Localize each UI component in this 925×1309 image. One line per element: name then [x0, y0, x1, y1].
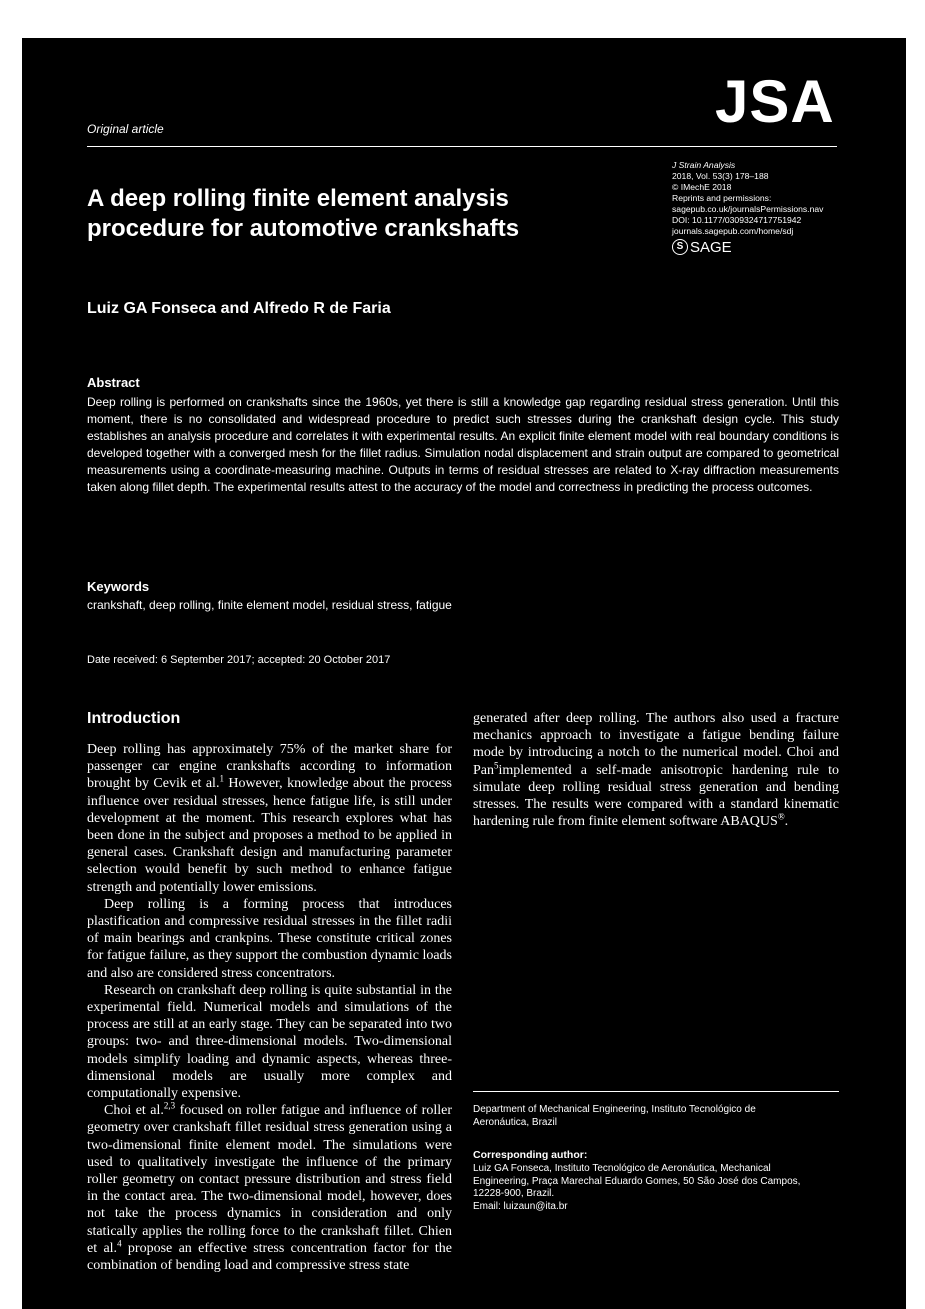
sage-icon: S: [672, 239, 688, 255]
paragraph: [87, 1102, 452, 1274]
title-line: A deep rolling finite element analysis: [87, 185, 509, 212]
corresponding-author-details: [473, 1163, 839, 1213]
text-run: Choi et al.: [104, 1103, 164, 1119]
abstract-text: Deep rolling is performed on crankshafts since the 1960s, yet there is still a knowledge gap regarding residual stress generation. Until this moment, there is no consolidated and widespread procedure to predict such stresses during the crankshaft design cycle. This study establishes an analysis procedure and correlates it with experimental results. An explicit finite element model with real boundary conditions is developed together with a converged mesh for the fillet radius. Simulation nodal displacement and strain output are compared to geometrical measurements using a coordinate-measuring machine. Outputs in terms of residual stresses are related to X-ray diffraction measurements taken along fillet depth. The experimental results attest to the accuracy of the model and correctness in predicting the process outcomes.: [87, 395, 839, 494]
corresponding-line: Engineering, Praça Marechal Eduardo Gomes, 50 São José dos Campos,: [473, 1175, 801, 1187]
reprints-link[interactable]: sagepub.co.uk/journalsPermissions.nav: [672, 204, 824, 214]
publisher-logo: [672, 239, 823, 255]
volume-info: 2018, Vol. 53(3) 178–188: [672, 171, 769, 181]
text-run: generated after deep rolling. The authors also used a fracture mechanics approach to investigate a fatigue bending failure mode by introducing a notch to the numerical model. Choi and Pan: [473, 711, 839, 778]
citation-ref[interactable]: 1: [219, 773, 224, 784]
body-column-left: [87, 741, 452, 1274]
paragraph-continued: [473, 710, 839, 830]
journal-name: J Strain Analysis: [672, 160, 736, 170]
citation-ref[interactable]: 4: [117, 1238, 122, 1249]
body-column-right: [473, 710, 839, 830]
text-run: propose an effective stress concentration factor for the combination of bending load and compressive stress state: [87, 1240, 452, 1274]
corresponding-author-heading: Corresponding author:: [473, 1149, 588, 1161]
affiliation-line: Aeronáutica, Brazil: [473, 1116, 557, 1128]
text-run: .: [784, 814, 789, 830]
authors: Luiz GA Fonseca and Alfredo R de Faria: [87, 300, 391, 317]
corresponding-line: 12228-900, Brazil.: [473, 1188, 555, 1199]
paragraph: Research on crankshaft deep rolling is quite substantial in the experimental field. Numerical models and simulations of the process are still at an early stage. They can be separated into two groups: two- and three-dimensional models. Two-dimensional models simplify loading and dynamic aspects, whereas three-dimensional models are usually more complex and computationally expensive.: [87, 982, 452, 1102]
affiliation: [473, 1104, 839, 1129]
paragraph: Deep rolling is a forming process that introduces plastification and compressive residual stresses in the fillet radii of main bearings and crankpins. These constitute critical zones for fatigue failure, as they support the combustion dynamic loads and also are considered stress concentrators.: [87, 896, 452, 981]
citation-ref[interactable]: 2,3: [163, 1100, 176, 1111]
date-received: Date received: 6 September 2017; accepted: 20 October 2017: [87, 654, 391, 666]
article-page: [22, 38, 906, 1309]
article-title: [87, 184, 607, 244]
citation-ref[interactable]: 5: [494, 759, 499, 770]
affiliation-line: Department of Mechanical Engineering, Instituto Tecnológico de: [473, 1104, 756, 1115]
article-type-label: Original article: [87, 122, 164, 136]
paragraph: [87, 741, 452, 896]
journal-link[interactable]: journals.sagepub.com/home/sdj: [672, 226, 794, 236]
publication-info: [672, 160, 823, 255]
text-run: Deep rolling has approximately 75% of the market share for passenger car engine crankshafts according to information brought by Cevik et al.: [87, 742, 452, 792]
corresponding-email[interactable]: Email: luizaun@ita.br: [473, 1200, 568, 1212]
text-run: However, knowledge about the process influence over residual stresses, hence fatigue life, is still under development at the moment. This research explores what has been done in the subject and proposes a method to be applied in general cases. Crankshaft design and manufacturing parameter selection would benefit by such method to enhance fatigue strength and potentially lower emissions.: [87, 776, 453, 895]
introduction-heading: Introduction: [87, 710, 181, 727]
text-run: focused on roller fatigue and influence of roller geometry over crankshaft fillet residual stress generation using a two-dimensional finite element model. The simulations were used to qualitatively investigate the influence of the primary roller geometry on contact pressure distribution and stress field in the contact area. The two-dimensional model, however, does not take the process dynamics in consideration and only statically applies the rolling force to the crankshaft fillet. Chien et al.: [87, 1103, 452, 1256]
publisher-name: SAGE: [690, 238, 732, 256]
title-line: procedure for automotive crankshafts: [87, 215, 520, 242]
reprints-label: Reprints and permissions:: [672, 193, 772, 203]
corresponding-line: Luiz GA Fonseca, Instituto Tecnológico de Aeronáutica, Mechanical: [473, 1163, 771, 1174]
abstract-heading: Abstract: [87, 375, 140, 390]
doi-link[interactable]: DOI: 10.1177/0309324717751942: [672, 215, 802, 225]
footnote-divider: [473, 1091, 839, 1092]
copyright-info: © IMechE 2018: [672, 182, 732, 192]
keywords-heading: Keywords: [87, 579, 150, 594]
keywords-text: crankshaft, deep rolling, finite element model, residual stress, fatigue: [87, 598, 452, 612]
header-divider: [87, 146, 837, 147]
journal-logo: JSA: [715, 68, 835, 135]
text-run: implemented a self-made anisotropic hardening rule to simulate deep rolling residual stress generation and bending stresses. The results were compared with a standard kinematic hardening rule from finite element software ABAQUS: [473, 762, 839, 830]
registered-mark: ®: [777, 811, 785, 822]
